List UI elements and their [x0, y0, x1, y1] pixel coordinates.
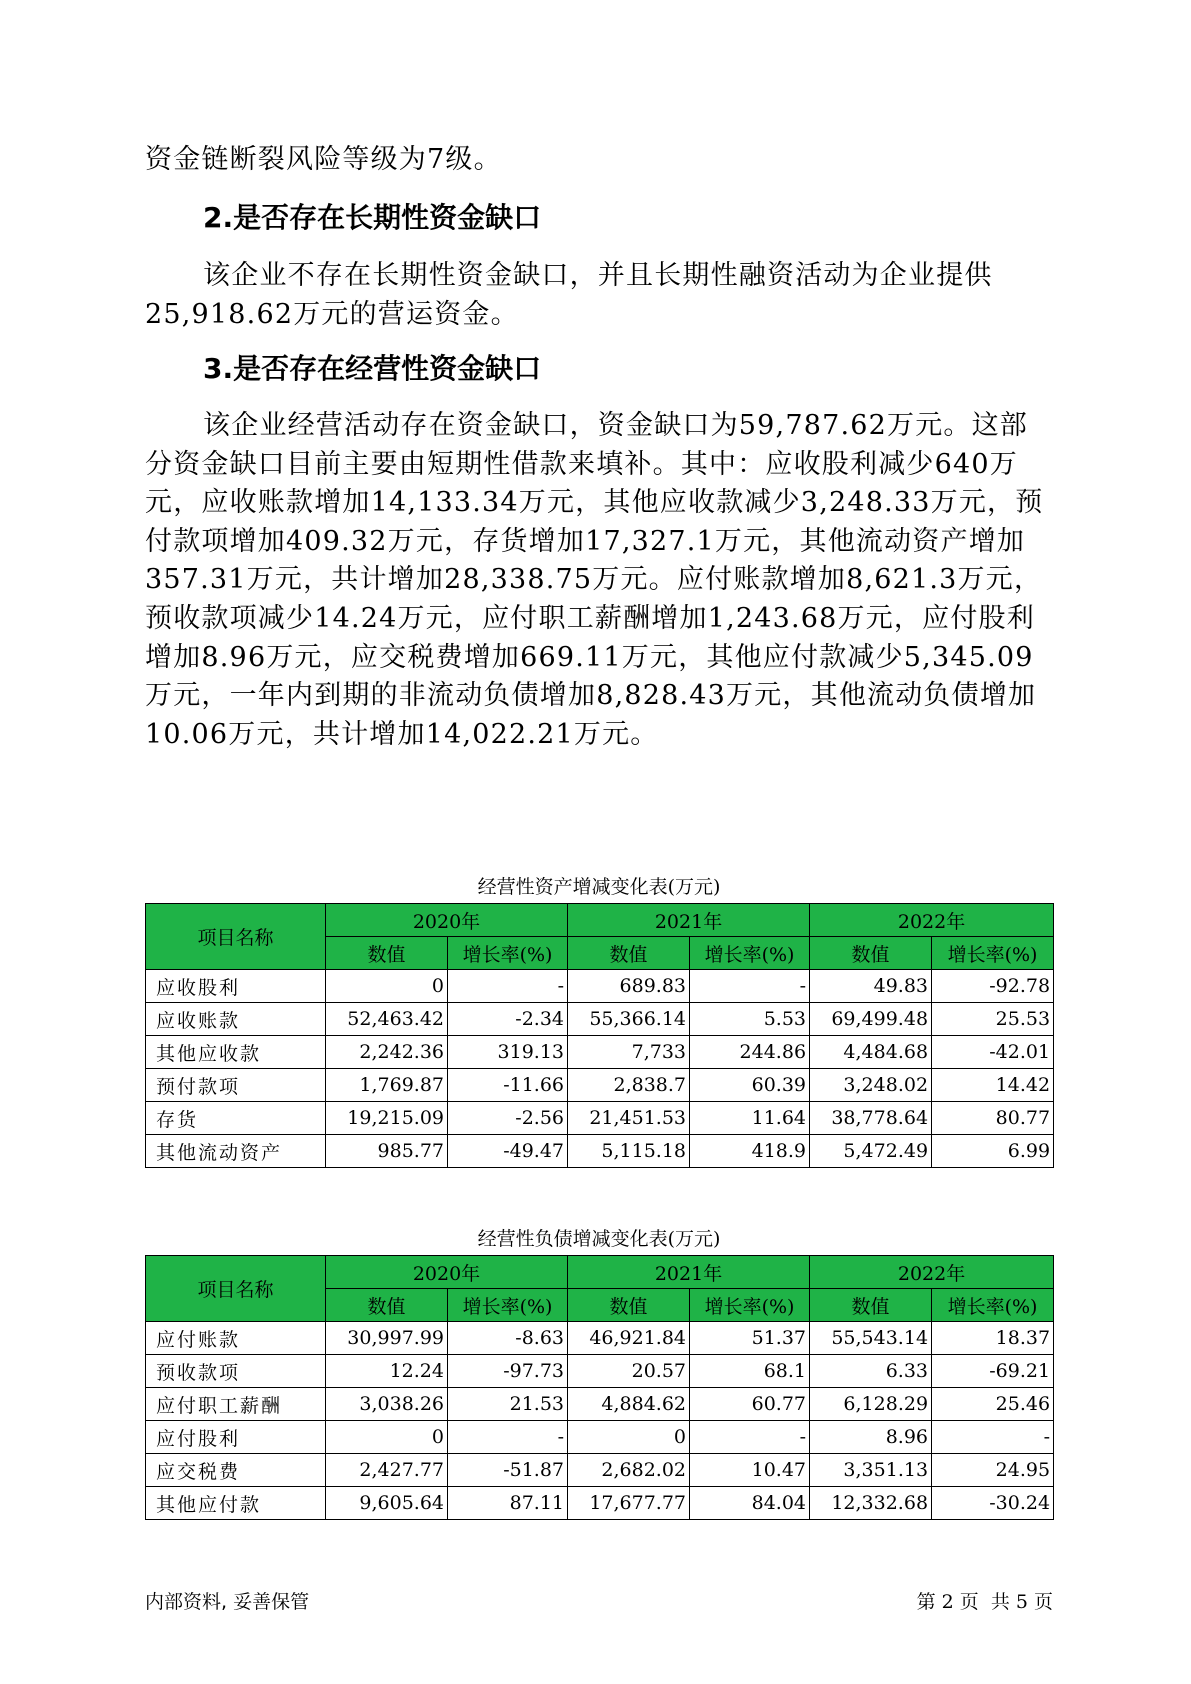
- cell-value: 7,733: [568, 1036, 690, 1069]
- heading-long-term-gap: 2.是否存在长期性资金缺口: [203, 201, 542, 234]
- cell-rate: -51.87: [448, 1454, 568, 1487]
- cell-value: 3,248.02: [810, 1069, 932, 1102]
- cell-rate: 244.86: [690, 1036, 810, 1069]
- cell-rate: 10.47: [690, 1454, 810, 1487]
- cell-value: 0: [568, 1421, 690, 1454]
- header-rate: 增长率(%): [690, 1289, 810, 1322]
- cell-rate: -: [448, 970, 568, 1003]
- cell-rate: 21.53: [448, 1388, 568, 1421]
- cell-rate: -11.66: [448, 1069, 568, 1102]
- cell-value: 19,215.09: [326, 1102, 448, 1135]
- header-value: 数值: [810, 937, 932, 970]
- cell-value: 4,484.68: [810, 1036, 932, 1069]
- header-rate: 增长率(%): [448, 1289, 568, 1322]
- cell-value: 985.77: [326, 1135, 448, 1168]
- cell-value: 3,038.26: [326, 1388, 448, 1421]
- cell-rate: 14.42: [932, 1069, 1054, 1102]
- cell-rate: -69.21: [932, 1355, 1054, 1388]
- header-year-2022: 2022年: [810, 1256, 1054, 1289]
- cell-rate: -: [448, 1421, 568, 1454]
- header-year-2022: 2022年: [810, 904, 1054, 937]
- cell-value: 30,997.99: [326, 1322, 448, 1355]
- row-label: 应收账款: [146, 1003, 326, 1036]
- row-label: 其他流动资产: [146, 1135, 326, 1168]
- liabilities-table-caption: 经营性负债增减变化表(万元): [477, 1228, 721, 1250]
- table-row: [146, 1135, 1054, 1168]
- cell-value: 38,778.64: [810, 1102, 932, 1135]
- cell-value: 1,769.87: [326, 1069, 448, 1102]
- header-rate: 增长率(%): [932, 1289, 1054, 1322]
- table-row: [146, 1454, 1054, 1487]
- footer-confidential-note: 内部资料, 妥善保管: [145, 1591, 310, 1613]
- cell-rate: -49.47: [448, 1135, 568, 1168]
- cell-rate: -92.78: [932, 970, 1054, 1003]
- cell-value: 689.83: [568, 970, 690, 1003]
- assets-table: [145, 903, 1054, 1168]
- row-label: 预付款项: [146, 1069, 326, 1102]
- row-label: 应收股利: [146, 970, 326, 1003]
- cell-value: 6.33: [810, 1355, 932, 1388]
- cell-value: 17,677.77: [568, 1487, 690, 1520]
- header-item-name: 项目名称: [146, 904, 326, 970]
- cell-rate: 25.46: [932, 1388, 1054, 1421]
- header-value: 数值: [326, 937, 448, 970]
- cell-rate: 80.77: [932, 1102, 1054, 1135]
- footer-page-number: 第 2 页 共 5 页: [916, 1591, 1053, 1613]
- cell-rate: 319.13: [448, 1036, 568, 1069]
- cell-rate: 60.39: [690, 1069, 810, 1102]
- cell-rate: 68.1: [690, 1355, 810, 1388]
- header-rate: 增长率(%): [932, 937, 1054, 970]
- table-row: [146, 1069, 1054, 1102]
- header-year-2020: 2020年: [326, 1256, 568, 1289]
- cell-value: 8.96: [810, 1421, 932, 1454]
- cell-value: 52,463.42: [326, 1003, 448, 1036]
- cell-rate: 418.9: [690, 1135, 810, 1168]
- row-label: 其他应收款: [146, 1036, 326, 1069]
- cell-value: 55,366.14: [568, 1003, 690, 1036]
- cell-rate: 18.37: [932, 1322, 1054, 1355]
- header-value: 数值: [326, 1289, 448, 1322]
- row-label: 其他应付款: [146, 1487, 326, 1520]
- cell-rate: -42.01: [932, 1036, 1054, 1069]
- cell-rate: 6.99: [932, 1135, 1054, 1168]
- table-row: [146, 970, 1054, 1003]
- row-label: 存货: [146, 1102, 326, 1135]
- cell-rate: -2.34: [448, 1003, 568, 1036]
- header-year-2021: 2021年: [568, 904, 810, 937]
- header-value: 数值: [810, 1289, 932, 1322]
- cell-value: 4,884.62: [568, 1388, 690, 1421]
- cell-rate: -97.73: [448, 1355, 568, 1388]
- header-year-2021: 2021年: [568, 1256, 810, 1289]
- table-row: [146, 1036, 1054, 1069]
- paragraph-operating-gap: 该企业经营活动存在资金缺口，资金缺口为59,787.62万元。这部分资金缺口目前主要由短期性借款来填补。其中：应收股利减少640万元，应收账款增加14,133.34万元，其他应收款减少3,248.33万元，预付款项增加409.32万元，存货增加17,327.1万元，其他流动资产增加357.31万元，共计增加28,338.75万元。应付账款增加8,621.3万元，预收款项减少14.24万元，应付职工薪酬增加1,243.68万元，应付股利增加8.96万元，应交税费增加669.11万元，其他应付款减少5,345.09万元，一年内到期的非流动负债增加8,828.43万元，其他流动负债增加10.06万元，共计增加14,022.21万元。: [145, 410, 1044, 750]
- table-row: [146, 1388, 1054, 1421]
- cell-value: 69,499.48: [810, 1003, 932, 1036]
- cell-rate: -: [690, 970, 810, 1003]
- cell-value: 2,427.77: [326, 1454, 448, 1487]
- cell-value: 9,605.64: [326, 1487, 448, 1520]
- paragraph-long-term-gap: 该企业不存在长期性资金缺口，并且长期性融资活动为企业提供25,918.62万元的营运资金。: [145, 260, 993, 330]
- table-row: [146, 1322, 1054, 1355]
- cell-value: 5,472.49: [810, 1135, 932, 1168]
- cell-rate: 25.53: [932, 1003, 1054, 1036]
- cell-value: 6,128.29: [810, 1388, 932, 1421]
- cell-rate: 84.04: [690, 1487, 810, 1520]
- table-row: [146, 1003, 1054, 1036]
- cell-value: 55,543.14: [810, 1322, 932, 1355]
- cell-value: 21,451.53: [568, 1102, 690, 1135]
- cell-rate: 51.37: [690, 1322, 810, 1355]
- header-rate: 增长率(%): [690, 937, 810, 970]
- cell-rate: -2.56: [448, 1102, 568, 1135]
- cell-value: 2,838.7: [568, 1069, 690, 1102]
- header-value: 数值: [568, 937, 690, 970]
- table-row: [146, 1355, 1054, 1388]
- cell-value: 0: [326, 1421, 448, 1454]
- cell-rate: -: [932, 1421, 1054, 1454]
- cell-value: 5,115.18: [568, 1135, 690, 1168]
- paragraph-risk-level: 资金链断裂风险等级为7级。: [145, 144, 502, 175]
- row-label: 应付账款: [146, 1322, 326, 1355]
- cell-value: 12,332.68: [810, 1487, 932, 1520]
- cell-value: 0: [326, 970, 448, 1003]
- row-label: 应付股利: [146, 1421, 326, 1454]
- row-label: 应付职工薪酬: [146, 1388, 326, 1421]
- cell-value: 2,682.02: [568, 1454, 690, 1487]
- cell-value: 12.24: [326, 1355, 448, 1388]
- header-year-2020: 2020年: [326, 904, 568, 937]
- cell-rate: -: [690, 1421, 810, 1454]
- cell-value: 3,351.13: [810, 1454, 932, 1487]
- cell-rate: -8.63: [448, 1322, 568, 1355]
- cell-rate: -30.24: [932, 1487, 1054, 1520]
- header-item-name: 项目名称: [146, 1256, 326, 1322]
- heading-operating-gap: 3.是否存在经营性资金缺口: [203, 352, 542, 385]
- cell-rate: 24.95: [932, 1454, 1054, 1487]
- cell-value: 46,921.84: [568, 1322, 690, 1355]
- cell-value: 20.57: [568, 1355, 690, 1388]
- table-row: [146, 1102, 1054, 1135]
- header-rate: 增长率(%): [448, 937, 568, 970]
- row-label: 应交税费: [146, 1454, 326, 1487]
- liabilities-table: [145, 1255, 1054, 1520]
- cell-rate: 60.77: [690, 1388, 810, 1421]
- cell-value: 2,242.36: [326, 1036, 448, 1069]
- cell-rate: 5.53: [690, 1003, 810, 1036]
- header-value: 数值: [568, 1289, 690, 1322]
- assets-table-caption: 经营性资产增减变化表(万元): [477, 876, 721, 898]
- cell-value: 49.83: [810, 970, 932, 1003]
- row-label: 预收款项: [146, 1355, 326, 1388]
- table-row: [146, 1487, 1054, 1520]
- cell-rate: 11.64: [690, 1102, 810, 1135]
- cell-rate: 87.11: [448, 1487, 568, 1520]
- table-row: [146, 1421, 1054, 1454]
